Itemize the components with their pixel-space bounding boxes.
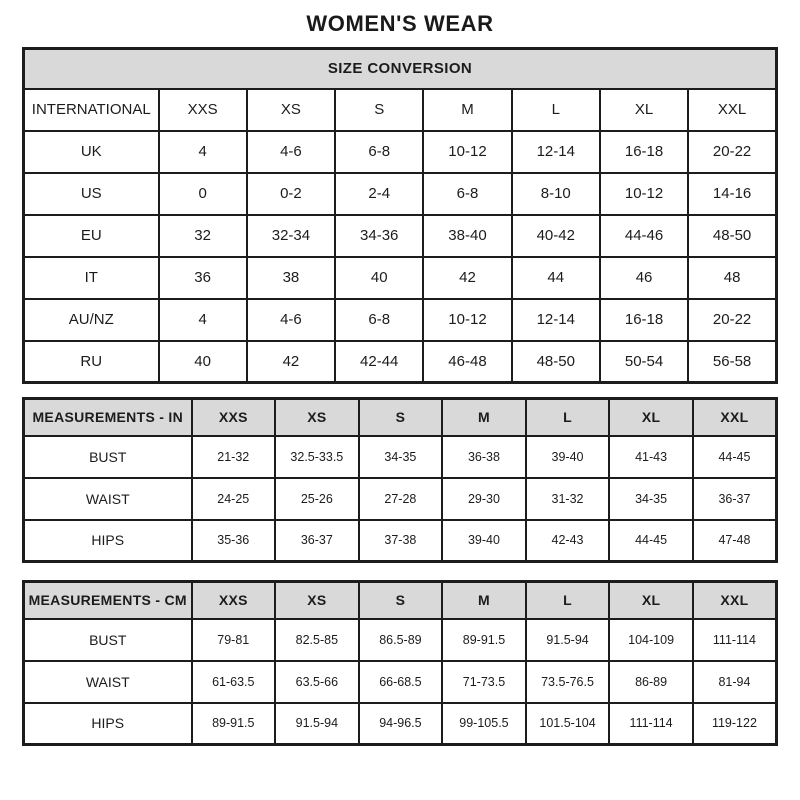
table-row bbox=[24, 299, 777, 341]
value-cell: 4 bbox=[159, 299, 247, 341]
value-cell: 44-45 bbox=[609, 520, 693, 562]
row-label: INTERNATIONAL bbox=[24, 89, 159, 131]
value-cell: 44 bbox=[512, 257, 600, 299]
value-cell: 16-18 bbox=[600, 131, 688, 173]
row-label: HIPS bbox=[24, 703, 192, 745]
value-cell: 66-68.5 bbox=[359, 661, 443, 703]
value-cell: 101.5-104 bbox=[526, 703, 610, 745]
value-cell: 104-109 bbox=[609, 619, 693, 661]
value-cell: 34-36 bbox=[335, 215, 423, 257]
value-cell: 46-48 bbox=[423, 341, 511, 383]
table-row bbox=[24, 619, 777, 661]
value-cell: 42-44 bbox=[335, 341, 423, 383]
value-cell: 4-6 bbox=[247, 299, 335, 341]
row-label: AU/NZ bbox=[24, 299, 159, 341]
table-row bbox=[24, 436, 777, 478]
column-header: M bbox=[442, 399, 526, 436]
value-cell: 48-50 bbox=[688, 215, 776, 257]
column-header: XXL bbox=[693, 582, 777, 619]
value-cell: 4-6 bbox=[247, 131, 335, 173]
value-cell: 20-22 bbox=[688, 131, 776, 173]
column-header: XXS bbox=[192, 582, 276, 619]
table-row bbox=[24, 131, 777, 173]
value-cell: 29-30 bbox=[442, 478, 526, 520]
row-label: US bbox=[24, 173, 159, 215]
value-cell: 40 bbox=[335, 257, 423, 299]
table-row bbox=[24, 215, 777, 257]
value-cell: 34-35 bbox=[609, 478, 693, 520]
column-header: S bbox=[359, 399, 443, 436]
value-cell: 6-8 bbox=[423, 173, 511, 215]
value-cell: 35-36 bbox=[192, 520, 276, 562]
value-cell: 12-14 bbox=[512, 299, 600, 341]
value-cell: 12-14 bbox=[512, 131, 600, 173]
value-cell: 91.5-94 bbox=[526, 619, 610, 661]
value-cell: 10-12 bbox=[423, 299, 511, 341]
column-header: XXL bbox=[693, 399, 777, 436]
value-cell: 41-43 bbox=[609, 436, 693, 478]
row-label: IT bbox=[24, 257, 159, 299]
value-cell: 32.5-33.5 bbox=[275, 436, 359, 478]
row-label: WAIST bbox=[24, 661, 192, 703]
value-cell: 48 bbox=[688, 257, 776, 299]
value-cell: 10-12 bbox=[423, 131, 511, 173]
value-cell: 99-105.5 bbox=[442, 703, 526, 745]
value-cell: 36-37 bbox=[275, 520, 359, 562]
value-cell: 25-26 bbox=[275, 478, 359, 520]
value-cell: 34-35 bbox=[359, 436, 443, 478]
table-row bbox=[24, 478, 777, 520]
value-cell: 71-73.5 bbox=[442, 661, 526, 703]
value-cell: 89-91.5 bbox=[442, 619, 526, 661]
value-cell: 86-89 bbox=[609, 661, 693, 703]
measurements-in-header-row bbox=[24, 399, 777, 436]
column-header: XL bbox=[609, 399, 693, 436]
measurements-cm-table bbox=[22, 580, 778, 746]
value-cell: 27-28 bbox=[359, 478, 443, 520]
size-chart-page bbox=[0, 11, 800, 800]
value-cell: 44-46 bbox=[600, 215, 688, 257]
value-cell: 119-122 bbox=[693, 703, 777, 745]
size-conversion-table bbox=[22, 47, 778, 384]
value-cell: 82.5-85 bbox=[275, 619, 359, 661]
value-cell: 94-96.5 bbox=[359, 703, 443, 745]
value-cell: 56-58 bbox=[688, 341, 776, 383]
value-cell: XL bbox=[600, 89, 688, 131]
value-cell: 63.5-66 bbox=[275, 661, 359, 703]
value-cell: 36 bbox=[159, 257, 247, 299]
value-cell: 73.5-76.5 bbox=[526, 661, 610, 703]
value-cell: 86.5-89 bbox=[359, 619, 443, 661]
table-title: MEASUREMENTS - CM bbox=[24, 582, 192, 619]
row-label: BUST bbox=[24, 619, 192, 661]
size-conversion-header-row bbox=[24, 49, 777, 89]
value-cell: 21-32 bbox=[192, 436, 276, 478]
value-cell: 6-8 bbox=[335, 131, 423, 173]
value-cell: 61-63.5 bbox=[192, 661, 276, 703]
table-title: MEASUREMENTS - IN bbox=[24, 399, 192, 436]
value-cell: 111-114 bbox=[609, 703, 693, 745]
value-cell: 39-40 bbox=[442, 520, 526, 562]
value-cell: 31-32 bbox=[526, 478, 610, 520]
row-label: BUST bbox=[24, 436, 192, 478]
column-header: L bbox=[526, 582, 610, 619]
value-cell: 42 bbox=[423, 257, 511, 299]
table-row bbox=[24, 173, 777, 215]
row-label: UK bbox=[24, 131, 159, 173]
value-cell: 16-18 bbox=[600, 299, 688, 341]
value-cell: 32-34 bbox=[247, 215, 335, 257]
value-cell: 20-22 bbox=[688, 299, 776, 341]
value-cell: 32 bbox=[159, 215, 247, 257]
value-cell: XXS bbox=[159, 89, 247, 131]
value-cell: 79-81 bbox=[192, 619, 276, 661]
value-cell: 81-94 bbox=[693, 661, 777, 703]
column-header: S bbox=[359, 582, 443, 619]
value-cell: 36-38 bbox=[442, 436, 526, 478]
value-cell: 6-8 bbox=[335, 299, 423, 341]
value-cell: 37-38 bbox=[359, 520, 443, 562]
value-cell: 40-42 bbox=[512, 215, 600, 257]
value-cell: 42 bbox=[247, 341, 335, 383]
value-cell: 38-40 bbox=[423, 215, 511, 257]
table-row bbox=[24, 257, 777, 299]
value-cell: 36-37 bbox=[693, 478, 777, 520]
value-cell: 44-45 bbox=[693, 436, 777, 478]
value-cell: 42-43 bbox=[526, 520, 610, 562]
value-cell: 46 bbox=[600, 257, 688, 299]
value-cell: 4 bbox=[159, 131, 247, 173]
value-cell: L bbox=[512, 89, 600, 131]
row-label: HIPS bbox=[24, 520, 192, 562]
value-cell: 50-54 bbox=[600, 341, 688, 383]
value-cell: M bbox=[423, 89, 511, 131]
value-cell: 47-48 bbox=[693, 520, 777, 562]
table-row bbox=[24, 703, 777, 745]
row-label: WAIST bbox=[24, 478, 192, 520]
page-title: WOMEN'S WEAR bbox=[306, 11, 494, 36]
value-cell: 89-91.5 bbox=[192, 703, 276, 745]
value-cell: 91.5-94 bbox=[275, 703, 359, 745]
value-cell: XS bbox=[247, 89, 335, 131]
value-cell: 40 bbox=[159, 341, 247, 383]
value-cell: 14-16 bbox=[688, 173, 776, 215]
table-row bbox=[24, 341, 777, 383]
column-header: XXS bbox=[192, 399, 276, 436]
size-conversion-title: SIZE CONVERSION bbox=[24, 49, 777, 89]
row-label: EU bbox=[24, 215, 159, 257]
table-row bbox=[24, 520, 777, 562]
column-header: M bbox=[442, 582, 526, 619]
column-header: L bbox=[526, 399, 610, 436]
row-label: RU bbox=[24, 341, 159, 383]
measurements-cm-header-row bbox=[24, 582, 777, 619]
value-cell: 38 bbox=[247, 257, 335, 299]
value-cell: 111-114 bbox=[693, 619, 777, 661]
column-header: XL bbox=[609, 582, 693, 619]
column-header: XS bbox=[275, 582, 359, 619]
value-cell: XXL bbox=[688, 89, 776, 131]
column-header: XS bbox=[275, 399, 359, 436]
value-cell: 39-40 bbox=[526, 436, 610, 478]
value-cell: S bbox=[335, 89, 423, 131]
value-cell: 8-10 bbox=[512, 173, 600, 215]
table-row bbox=[24, 89, 777, 131]
measurements-in-table bbox=[22, 397, 778, 563]
value-cell: 2-4 bbox=[335, 173, 423, 215]
table-row bbox=[24, 661, 777, 703]
value-cell: 0-2 bbox=[247, 173, 335, 215]
value-cell: 0 bbox=[159, 173, 247, 215]
value-cell: 48-50 bbox=[512, 341, 600, 383]
value-cell: 24-25 bbox=[192, 478, 276, 520]
value-cell: 10-12 bbox=[600, 173, 688, 215]
